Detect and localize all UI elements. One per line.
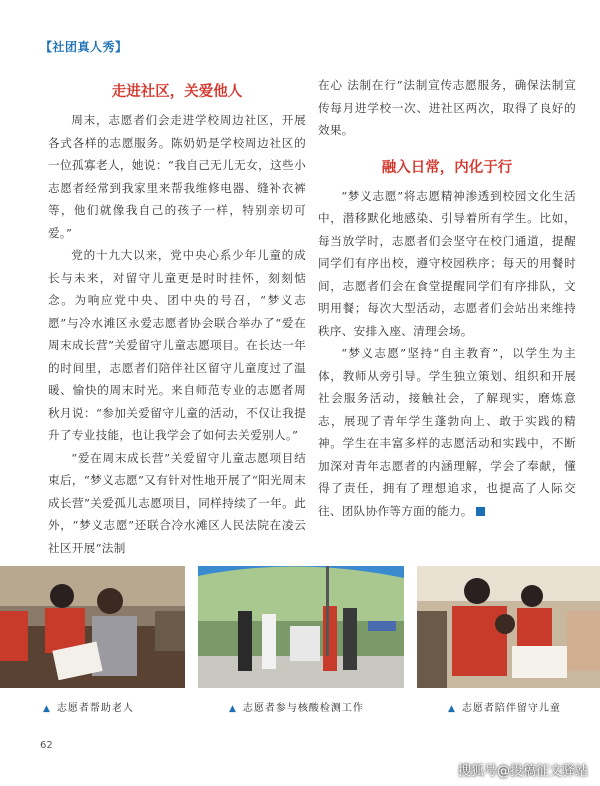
- photo-helping-elderly: [0, 566, 185, 688]
- photo-caption: ▲ 志愿者陪伴留守儿童: [448, 703, 561, 714]
- photo-caption: ▲ 志愿者参与核酸检测工作: [229, 703, 364, 714]
- end-mark: [476, 507, 485, 516]
- right-column: [318, 74, 576, 522]
- photo-accompany-children: [417, 566, 600, 688]
- section-tag: 【社团真人秀】: [40, 40, 128, 54]
- photo-nucleic-testing: [198, 566, 404, 688]
- body-paragraph-continuation: 在心 法制在行”法制宣传志愿服务，确保法制宣传每月进学校一次、进社区两次，取得了良好的效果。: [318, 78, 576, 137]
- section-heading-daily: 融入日常，内化于行: [381, 159, 513, 176]
- caption-triangle-icon: ▲: [43, 704, 51, 714]
- photo-caption: ▲ 志愿者帮助老人: [43, 703, 134, 714]
- caption-triangle-icon: ▲: [448, 704, 456, 714]
- body-paragraph: [318, 342, 576, 522]
- left-column: [48, 74, 306, 559]
- watermark: 搜狐号@投稿征文驿站: [457, 764, 588, 779]
- body-paragraph: “梦义志愿”将志愿精神渗透到校园文化生活中，潜移默化地感染、引导着所有学生。比如，每当放学时，志愿者们会坚守在校门通道，提醒同学们有序出校，遵守校园秩序；每天的用餐时间，志愿者们会在食堂提醒同学们有序排队，文明用餐；每次大型活动，志愿者们会站出来维持秩序、安排入座、清理会场。: [318, 188, 576, 338]
- body-paragraph: 党的十九大以来，党中央心系少年儿童的成长与未来，对留守儿童更是时时挂怀，刻刻惦念。为响应党中央、团中央的号召，“梦义志愿”与冷水滩区永爱志愿者协会联合举办了“爱在周末成长营”关爱留守儿童志愿项目。在长达一年的时间里，志愿者们陪伴社区留守儿童度过了温暖、愉快的周末时光。来自师范专业的志愿者周秋月说：“参加关爱留守儿童的活动，不仅让我提升了专业技能，也让我学会了如何去关爱别人。”: [48, 248, 306, 442]
- caption-triangle-icon: ▲: [229, 704, 237, 714]
- body-paragraph: “爱在周末成长营”关爱留守儿童志愿项目结束后，“梦义志愿”又有针对性地开展了“阳光周末成长营”关爱孤儿志愿项目，同样持续了一年。此外，“梦义志愿”还联合冷水滩区人民法院在凌云社区开展“法制: [48, 450, 306, 555]
- body-paragraph-text: “梦义志愿”坚持“自主教育”，以学生为主体，教师从旁引导。学生独立策划、组织和开展社会服务活动，接触社会，了解现实，磨炼意志，展现了青年学生蓬勃向上、敢于实践的精神。学生在丰富多样的志愿活动和实践中，不断加深对青年志愿者的内涵理解，学会了奉献，懂得了责任，拥有了理想追求，也提高了人际交往、团队协作等方面的能力。: [318, 346, 576, 518]
- body-paragraph: 周末，志愿者们会走进学校周边社区，开展各式各样的志愿服务。陈奶奶是学校周边社区的一位孤寡老人，她说：“我自己无儿无女，这些小志愿者经常到我家里来帮我维修电器、缝补衣裤等，他们就像我自己的孩子一样，特别亲切可爱。”: [48, 113, 306, 240]
- page-number: 62: [40, 740, 53, 751]
- section-heading-community: 走进社区，关爱他人: [111, 84, 243, 100]
